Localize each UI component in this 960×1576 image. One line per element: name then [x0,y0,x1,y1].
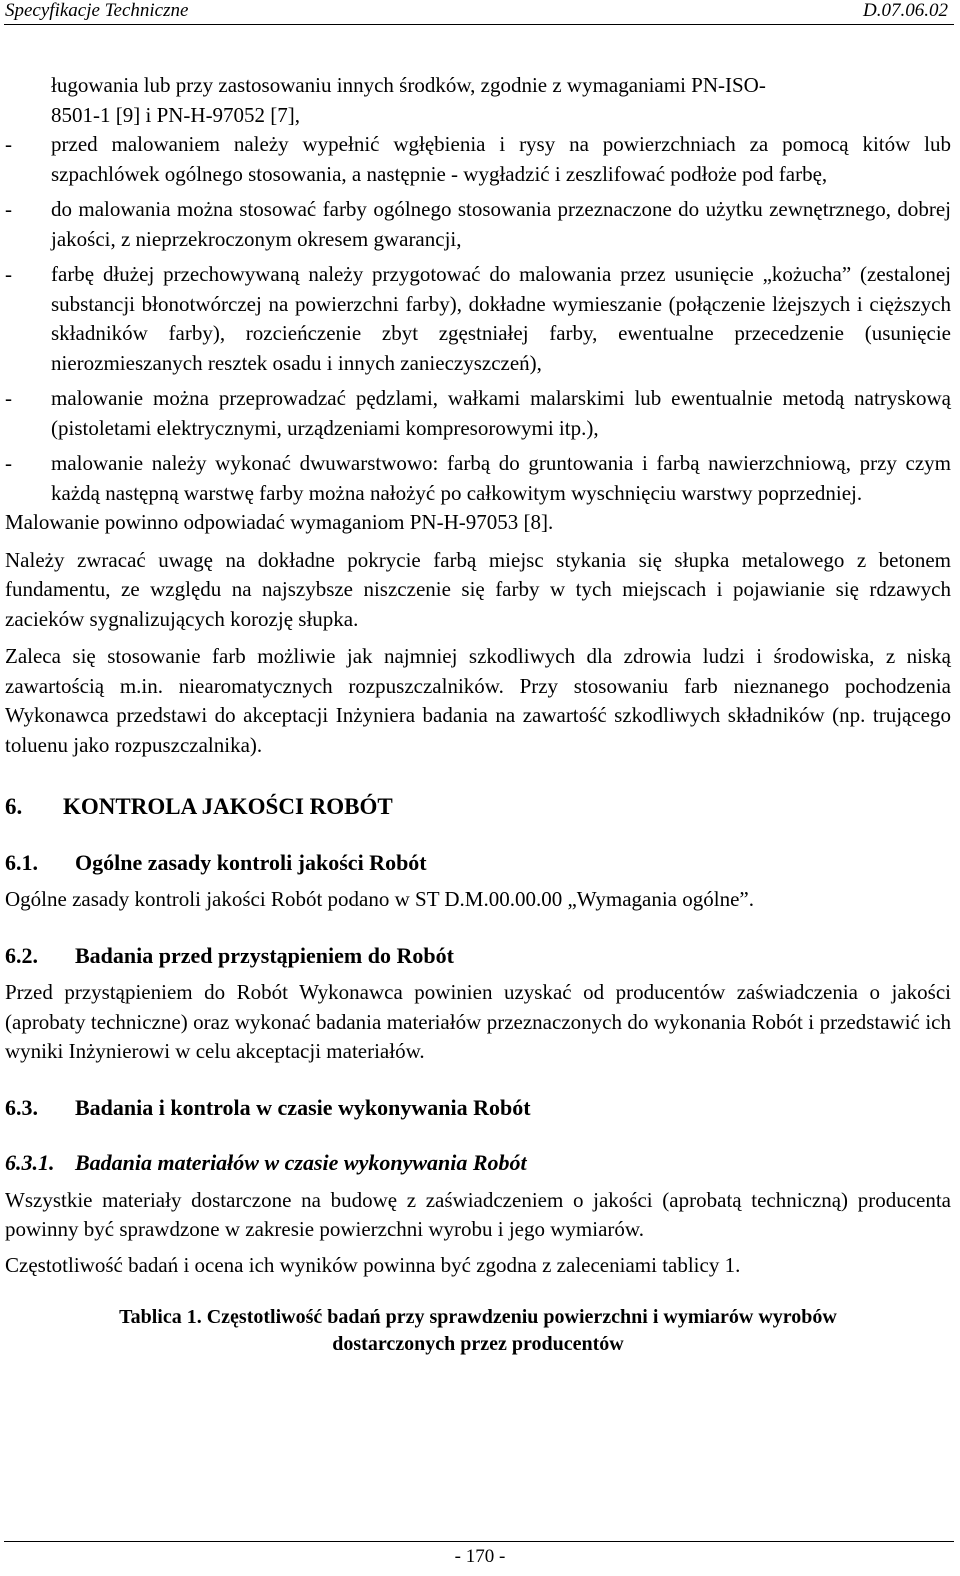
bullet-dash: - [5,386,12,410]
list-item-text: farbę dłużej przechowywaną należy przygotować do malowania przez usunięcie „kożucha” (zestalonej substancji błonotwórczej na powierzchni farby), dokładne wymieszanie (połączenie lżejszych i cięższych składników farby), rozcieńczenie zbyt zgęstniałej farby, ewentualne przecedzenie (usunięcie nierozmieszanych resztek osadu i innych zanieczyszczeń), [51,262,951,375]
subsection-heading [5,848,951,878]
list-item [5,260,951,378]
list-item-text: malowanie należy wykonać dwuwarstwowo: farbą do gruntowania i farbą nawierzchniową, przy czym każdą następną warstwę farby można nałożyć po całkowitym wyschnięciu warstwy poprzedniej. [51,451,951,505]
subsubsection-heading [5,1148,951,1178]
document-body [5,71,951,1358]
list-item [5,384,951,443]
subsubsection-title: Badania materiałów w czasie wykonywania Robót [75,1150,527,1175]
paragraph: Należy zwracać uwagę na dokładne pokrycie farbą miejsc stykania się słupka metalowego z betonem fundamentu, ze względu na najszybsze niszczenie się farby w tych miejscach i pojawianie się rdzawych zacieków sygnalizujących korozję słupka. [5,547,951,631]
list-item-text: do malowania można stosować farby ogólnego stosowania przeznaczone do użytku zewnętrznego, dobrej jakości, z nieprzekroczonym okresem gwarancji, [51,197,951,251]
subsection-number: 6.3. [5,1094,38,1120]
subsection-heading [5,1093,951,1123]
intro-line-2: 8501-1 [9] i PN-H-97052 [7], [51,102,301,127]
subsection-heading [5,941,951,971]
subsection-title: Ogólne zasady kontroli jakości Robót [75,849,427,875]
list-item-text: przed malowaniem należy wypełnić wgłębienia i rysy na powierzchniach za pomocą kitów lub szpachlówek ogólnego stosowania, a następnie - wygładzić i zeszlifować podłoże pod farbę, [51,132,951,186]
page-number: - 170 - [454,1546,506,1567]
header-divider [4,24,954,25]
table-caption-line-2: dostarczonych przez producentów [332,1333,624,1355]
bullet-dash: - [5,197,12,221]
header-spec-code: D.07.06.02 [863,0,948,21]
page-header [0,0,960,28]
section-number: 6. [5,794,23,819]
list-item-text: malowanie można przeprowadzać pędzlami, wałkami malarskimi lub ewentualnie metodą natryskową (pistoletami elektrycznymi, urządzeniami kompresorowymi itp.), [51,386,951,440]
list-item [5,195,951,254]
paragraph: Przed przystąpieniem do Robót Wykonawca powinien uzyskać od producentów zaświadczenia o jakości (aprobaty techniczne) oraz wykonać badania materiałów przeznaczonych do wykonania Robót i przedstawić ich wyniki Inżynierowi w celu akceptacji materiałów. [5,980,951,1063]
subsection-title: Badania przed przystąpieniem do Robót [75,942,454,968]
bullet-dash: - [5,262,12,286]
paragraph: Malowanie powinno odpowiadać wymaganiom PN-H-97053 [8]. [5,510,554,534]
table-caption-line-1: Tablica 1. Częstotliwość badań przy sprawdzeniu powierzchni i wymiarów wyrobów [119,1306,837,1328]
subsection-number: 6.2. [5,942,38,968]
subsubsection-number: 6.3.1. [5,1150,55,1175]
paragraph: Zaleca się stosowanie farb możliwie jak najmniej szkodliwych dla zdrowia ludzi i środowiska, z niską zawartością m.in. niearomatycznych rozpuszczalników. Przy stosowaniu farb nieznanego pochodzenia Wykonawca przedstawi do akceptacji Inżyniera badania na zawartość szkodliwych składników (np. trującego toluenu jako rozpuszczalnika). [5,644,951,757]
header-document-type: Specyfikacje Techniczne [5,0,189,21]
subsection-number: 6.1. [5,849,38,875]
table-caption [5,1304,951,1358]
list-item [5,449,951,508]
paragraph: Częstotliwość badań i ocena ich wyników powinna być zgodna z zaleceniami tablicy 1. [5,1252,741,1277]
footer-divider [4,1541,954,1542]
intro-line-1: ługowania lub przy zastosowaniu innych środków, zgodnie z wymaganiami PN-ISO- [51,73,766,97]
bullet-dash: - [5,132,12,156]
paragraph: Ogólne zasady kontroli jakości Robót podano w ST D.M.00.00.00 „Wymagania ogólne”. [5,887,754,911]
bullet-dash: - [5,451,12,475]
section-heading [5,792,951,822]
section-title: KONTROLA JAKOŚCI ROBÓT [63,794,393,819]
list-item [5,130,951,189]
subsection-title: Badania i kontrola w czasie wykonywania Robót [75,1094,531,1120]
paragraph: Wszystkie materiały dostarczone na budowę z zaświadczeniem o jakości (aprobatą techniczną) producenta powinny być sprawdzone w zakresie powierzchni wyrobu i jego wymiarów. [5,1187,951,1241]
